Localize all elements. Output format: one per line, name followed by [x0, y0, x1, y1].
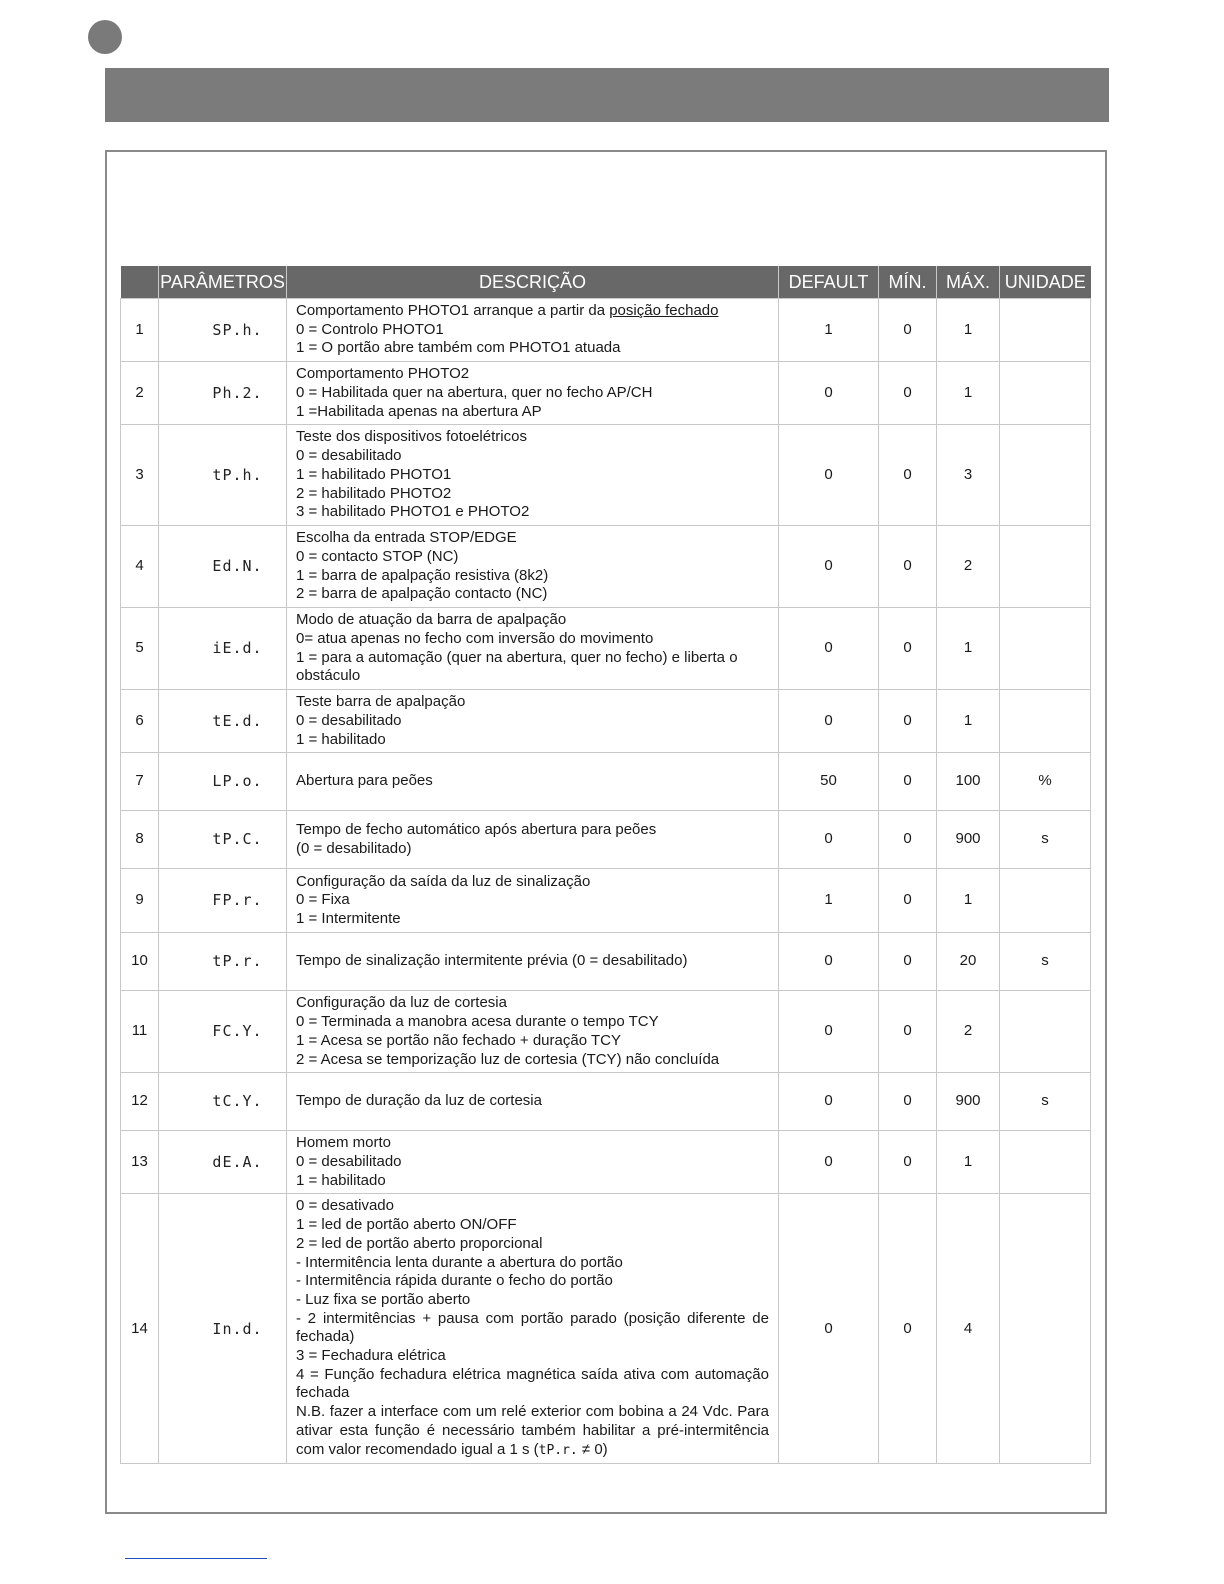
parameter-description [287, 299, 779, 362]
parameter-code: dE.A. [159, 1131, 287, 1194]
unit-value [1000, 526, 1091, 608]
parameter-description [287, 1194, 779, 1464]
parameter-description [287, 811, 779, 869]
unit-value [1000, 991, 1091, 1073]
min-value: 0 [879, 991, 937, 1073]
row-number: 13 [121, 1131, 159, 1194]
description-line: Teste barra de apalpação [296, 693, 466, 711]
max-value: 1 [937, 608, 1000, 690]
default-value: 0 [779, 1194, 879, 1464]
description-line: 2 = barra de apalpação contacto (NC) [296, 585, 548, 603]
row-number: 9 [121, 869, 159, 933]
min-value: 0 [879, 1131, 937, 1194]
parameters-table [120, 266, 1091, 1464]
table-row [121, 933, 1091, 991]
table-row [121, 526, 1091, 608]
default-value: 0 [779, 933, 879, 991]
row-number: 12 [121, 1073, 159, 1131]
description-line: Comportamento PHOTO1 arranque a partir da [296, 302, 610, 319]
description-line: 0 = desativado [296, 1197, 394, 1215]
table-row [121, 869, 1091, 933]
table-row [121, 991, 1091, 1073]
min-value: 0 [879, 1073, 937, 1131]
min-value: 0 [879, 1194, 937, 1464]
row-number: 5 [121, 608, 159, 690]
max-value: 20 [937, 933, 1000, 991]
description-line: 0 = Controlo PHOTO1 [296, 320, 444, 338]
default-value: 0 [779, 811, 879, 869]
header-cell-min: MÍN. [879, 266, 937, 299]
unit-value [1000, 869, 1091, 933]
max-value: 1 [937, 869, 1000, 933]
row-number: 4 [121, 526, 159, 608]
header-band [105, 68, 1109, 122]
table-row [121, 608, 1091, 690]
description-line: Escolha da entrada STOP/EDGE [296, 529, 517, 547]
unit-value: s [1000, 933, 1091, 991]
parameter-code: Ed.N. [159, 526, 287, 608]
unit-value [1000, 608, 1091, 690]
max-value: 2 [937, 991, 1000, 1073]
table-row [121, 811, 1091, 869]
min-value: 0 [879, 869, 937, 933]
unit-value [1000, 362, 1091, 425]
max-value: 1 [937, 690, 1000, 753]
description-line: Tempo de sinalização intermitente prévia (0 = desabilitado) [296, 952, 688, 970]
description-line: 0 = desabilitado [296, 1153, 402, 1171]
min-value: 0 [879, 811, 937, 869]
description-line: Configuração da luz de cortesia [296, 994, 507, 1012]
max-value: 1 [937, 362, 1000, 425]
table-header-row [121, 266, 1091, 299]
parameter-code: FP.r. [159, 869, 287, 933]
row-number: 11 [121, 991, 159, 1073]
table-row [121, 1194, 1091, 1464]
parameter-code: tP.C. [159, 811, 287, 869]
header-cell-max: MÁX. [937, 266, 1000, 299]
table-row [121, 362, 1091, 425]
description-line: 1 = para a automação (quer na abertura, quer no fecho) e liberta o [296, 648, 738, 666]
row-number: 8 [121, 811, 159, 869]
table-row [121, 690, 1091, 753]
description-line: Configuração da saída da luz de sinalização [296, 872, 591, 890]
table-row [121, 1131, 1091, 1194]
row-number: 3 [121, 425, 159, 526]
min-value: 0 [879, 933, 937, 991]
parameter-code: tP.h. [159, 425, 287, 526]
max-value: 1 [937, 299, 1000, 362]
description-line: Tempo de duração da luz de cortesia [296, 1092, 542, 1110]
parameter-description [287, 362, 779, 425]
footnote-rule [125, 1558, 267, 1559]
description-line: Abertura para peões [296, 772, 433, 790]
parameter-code: In.d. [159, 1194, 287, 1464]
parameter-code: Ph.2. [159, 362, 287, 425]
parameter-description [287, 753, 779, 811]
description-line: 4 = Função fechadura elétrica magnética saída ativa com automação fechada [296, 1365, 769, 1402]
default-value: 1 [779, 299, 879, 362]
inline-parameter-code: tP.r. [538, 1442, 578, 1458]
parameter-description [287, 1073, 779, 1131]
parameter-description [287, 869, 779, 933]
default-value: 1 [779, 869, 879, 933]
page-marker-dot [88, 20, 122, 54]
description-line: 1 = Intermitente [296, 910, 401, 928]
parameter-code: FC.Y. [159, 991, 287, 1073]
unit-value [1000, 425, 1091, 526]
parameter-description [287, 991, 779, 1073]
parameter-code: LP.o. [159, 753, 287, 811]
parameter-description [287, 425, 779, 526]
parameter-description [287, 1131, 779, 1194]
parameter-code: iE.d. [159, 608, 287, 690]
description-line: 0 = contacto STOP (NC) [296, 548, 459, 566]
default-value: 0 [779, 608, 879, 690]
description-underlined-text: posição fechado [609, 302, 719, 319]
description-line: - Intermitência rápida durante o fecho do portão [296, 1272, 613, 1290]
description-line: Tempo de fecho automático após abertura para peões [296, 821, 657, 839]
description-line: 1 = habilitado PHOTO1 [296, 465, 452, 483]
description-line: 1 = habilitado [296, 1171, 386, 1189]
default-value: 0 [779, 991, 879, 1073]
unit-value: s [1000, 1073, 1091, 1131]
description-line: - Luz fixa se portão aberto [296, 1290, 471, 1308]
unit-value: s [1000, 811, 1091, 869]
row-number: 1 [121, 299, 159, 362]
parameter-code: SP.h. [159, 299, 287, 362]
unit-value [1000, 1131, 1091, 1194]
parameter-description [287, 690, 779, 753]
default-value: 0 [779, 425, 879, 526]
description-line: - 2 intermitências + pausa com portão parado (posição diferente de fechada) [296, 1309, 769, 1346]
row-number: 7 [121, 753, 159, 811]
header-cell-number [121, 266, 159, 299]
max-value: 900 [937, 811, 1000, 869]
description-line: 2 = led de portão aberto proporcional [296, 1234, 543, 1252]
description-line: - Intermitência lenta durante a abertura do portão [296, 1253, 623, 1271]
row-number: 6 [121, 690, 159, 753]
description-line: (0 = desabilitado) [296, 839, 412, 857]
parameter-code: tE.d. [159, 690, 287, 753]
description-line: Homem morto [296, 1134, 392, 1152]
row-number: 10 [121, 933, 159, 991]
description-line: 0 = Habilitada quer na abertura, quer no fecho AP/CH [296, 383, 653, 401]
default-value: 0 [779, 362, 879, 425]
max-value: 100 [937, 753, 1000, 811]
header-cell-parametros: PARÂMETROS [159, 266, 287, 299]
description-line: 0= atua apenas no fecho com inversão do movimento [296, 630, 654, 648]
description-line: 1 = habilitado [296, 730, 386, 748]
description-line: 3 = Fechadura elétrica [296, 1347, 446, 1365]
table-row [121, 753, 1091, 811]
max-value: 4 [937, 1194, 1000, 1464]
table-row [121, 425, 1091, 526]
description-line: 1 = Acesa se portão não fechado + duração TCY [296, 1031, 621, 1049]
description-line: 2 = habilitado PHOTO2 [296, 484, 452, 502]
default-value: 0 [779, 1073, 879, 1131]
description-line: 1 =Habilitada apenas na abertura AP [296, 402, 542, 420]
description-line: 1 = O portão abre também com PHOTO1 atuada [296, 339, 621, 357]
row-number: 2 [121, 362, 159, 425]
parameter-description [287, 526, 779, 608]
description-line: 3 = habilitado PHOTO1 e PHOTO2 [296, 503, 530, 521]
unit-value [1000, 1194, 1091, 1464]
parameter-code: tP.r. [159, 933, 287, 991]
description-line: 1 = barra de apalpação resistiva (8k2) [296, 566, 549, 584]
max-value: 1 [937, 1131, 1000, 1194]
max-value: 900 [937, 1073, 1000, 1131]
header-cell-descricao: DESCRIÇÃO [287, 266, 779, 299]
parameter-description [287, 608, 779, 690]
max-value: 2 [937, 526, 1000, 608]
parameter-code: tC.Y. [159, 1073, 287, 1131]
description-line: Teste dos dispositivos fotoelétricos [296, 428, 527, 446]
header-cell-default: DEFAULT [779, 266, 879, 299]
description-line: 0 = desabilitado [296, 447, 402, 465]
min-value: 0 [879, 362, 937, 425]
unit-value [1000, 299, 1091, 362]
description-line: 1 = led de portão aberto ON/OFF [296, 1216, 517, 1234]
unit-value [1000, 690, 1091, 753]
description-line: Modo de atuação da barra de apalpação [296, 611, 567, 629]
default-value: 0 [779, 690, 879, 753]
description-line: 2 = Acesa se temporização luz de cortesia (TCY) não concluída [296, 1050, 720, 1068]
table-row [121, 299, 1091, 362]
default-value: 0 [779, 1131, 879, 1194]
description-note [296, 1403, 769, 1460]
description-line: Comportamento PHOTO2 [296, 365, 470, 383]
table-row [121, 1073, 1091, 1131]
min-value: 0 [879, 526, 937, 608]
min-value: 0 [879, 299, 937, 362]
description-line: 0 = Terminada a manobra acesa durante o tempo TCY [296, 1013, 659, 1031]
parameter-description [287, 933, 779, 991]
unit-value: % [1000, 753, 1091, 811]
default-value: 0 [779, 526, 879, 608]
default-value: 50 [779, 753, 879, 811]
min-value: 0 [879, 425, 937, 526]
header-cell-unidade: UNIDADE [1000, 266, 1091, 299]
description-line: obstáculo [296, 667, 361, 685]
min-value: 0 [879, 690, 937, 753]
description-line: 0 = Fixa [296, 891, 350, 909]
max-value: 3 [937, 425, 1000, 526]
note-tail: ≠ 0) [577, 1440, 608, 1458]
row-number: 14 [121, 1194, 159, 1464]
description-line: 0 = desabilitado [296, 711, 402, 729]
min-value: 0 [879, 753, 937, 811]
min-value: 0 [879, 608, 937, 690]
note-text: N.B. fazer a interface com um relé exterior com bobina a 24 Vdc. Para ativar esta função é necessário também habilitar a pré-intermitência com valor recomendado igual a 1 s ( [296, 1403, 769, 1458]
